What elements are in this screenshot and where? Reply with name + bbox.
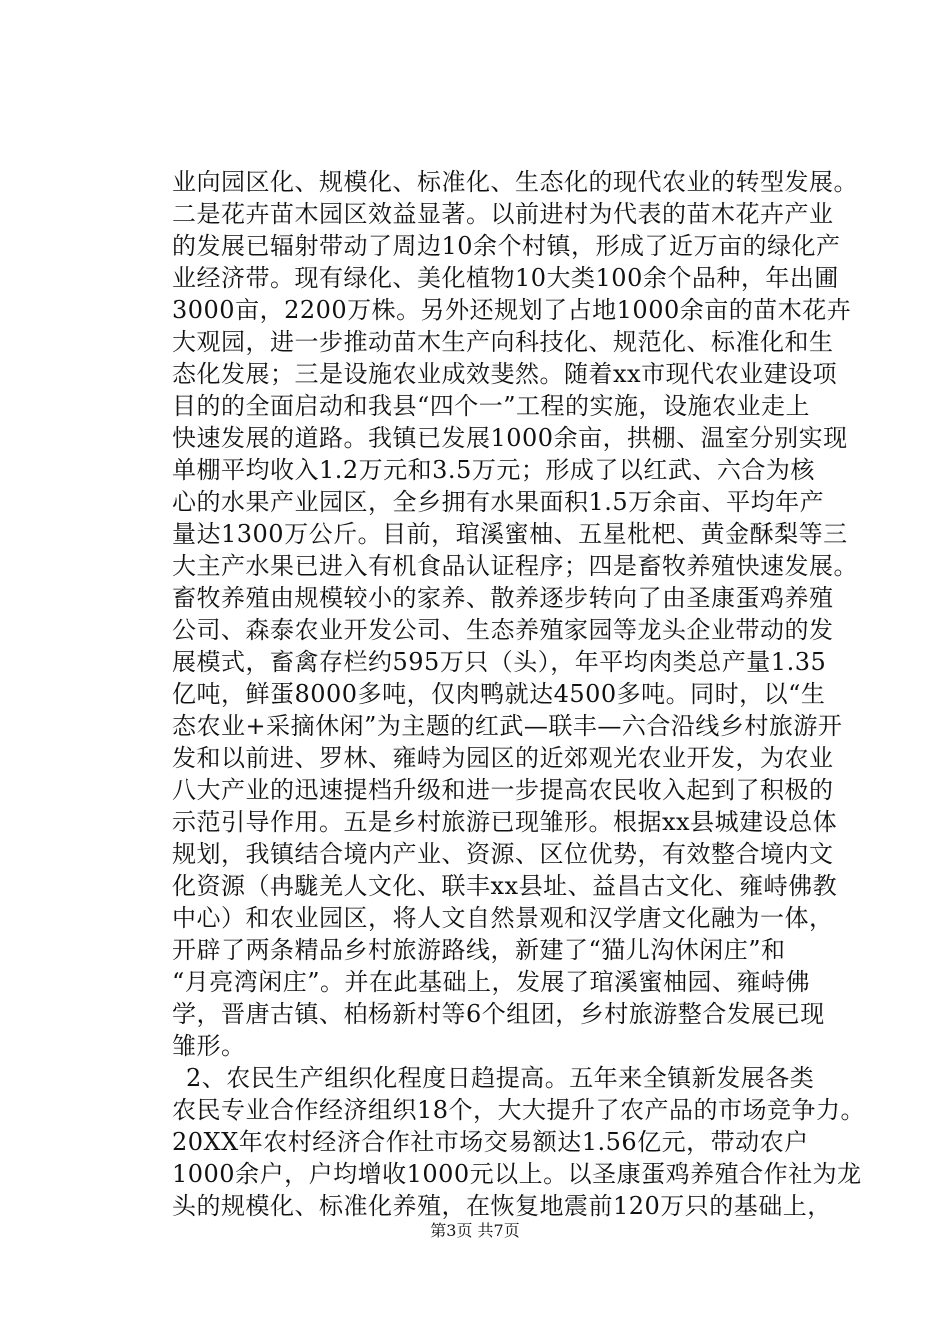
- text-line: 20XX年农村经济合作社市场交易额达1.56亿元，带动农户: [172, 1128, 809, 1156]
- text-line: 畜牧养殖由规模较小的家养、散养逐步转向了由圣康蛋鸡养殖: [172, 584, 834, 612]
- text-line: 单棚平均收入1.2万元和3.5万元；形成了以红武、六合为核: [172, 456, 815, 484]
- text-line: 量达1300万公斤。目前，琯溪蜜柚、五星枇杷、黄金酥梨等三: [172, 520, 848, 548]
- text-line: 大主产水果已进入有机食品认证程序；四是畜牧养殖快速发展。: [172, 552, 858, 580]
- text-line: 头的规模化、标准化养殖，在恢复地震前120万只的基础上，: [172, 1192, 832, 1220]
- page-footer: 第3页 共7页: [430, 1221, 520, 1240]
- text-line: 公司、森泰农业开发公司、生态养殖家园等龙头企业带动的发: [172, 616, 834, 644]
- text-line: “月亮湾闲庄”。并在此基础上，发展了琯溪蜜柚园、雍峙佛: [172, 968, 811, 996]
- text-line: 的发展已辐射带动了周边10余个村镇，形成了近万亩的绿化产: [172, 232, 841, 260]
- text-line: 1000余户，户均增收1000元以上。以圣康蛋鸡养殖合作社为龙: [172, 1160, 862, 1188]
- text-line: 心的水果产业园区，全乡拥有水果面积1.5万余亩、平均年产: [172, 488, 825, 516]
- text-line: 发和以前进、罗林、雍峙为园区的近郊观光农业开发，为农业: [172, 744, 834, 772]
- text-line: 农民专业合作经济组织18个，大大提升了农产品的市场竞争力。: [172, 1096, 866, 1124]
- text-line: 学，晋唐古镇、柏杨新村等6个组团，乡村旅游整合发展已现: [172, 1000, 825, 1028]
- text-line: 态化发展；三是设施农业成效斐然。随着xx市现代农业建设项: [172, 360, 838, 388]
- text-line: 业向园区化、规模化、标准化、生态化的现代农业的转型发展。: [172, 168, 858, 196]
- text-line: 态农业+采摘休闲”为主题的红武—联丰—六合沿线乡村旅游开: [172, 712, 843, 740]
- text-line: 化资源（冉駹羌人文化、联丰xx县址、益昌古文化、雍峙佛教: [172, 872, 838, 900]
- text-line: 目的的全面启动和我县“四个一”工程的实施，设施农业走上: [172, 392, 811, 420]
- text-line: 规划，我镇结合境内产业、资源、区位优势，有效整合境内文: [172, 840, 834, 868]
- text-line: 八大产业的迅速提档升级和进一步提高农民收入起到了积极的: [172, 776, 834, 804]
- text-line: 亿吨，鲜蛋8000多吨，仅肉鸭就达4500多吨。同时，以“生: [172, 680, 826, 708]
- text-line: 业经济带。现有绿化、美化植物10大类100余个品种，年出圃: [172, 264, 839, 292]
- text-line: 大观园，进一步推动苗木生产向科技化、规范化、标准化和生: [172, 328, 834, 356]
- text-line: 雏形。: [172, 1032, 246, 1060]
- text-line: 二是花卉苗木园区效益显著。以前进村为代表的苗木花卉产业: [172, 200, 834, 228]
- text-line: 中心）和农业园区，将人文自然景观和汉学唐文化融为一体，: [172, 904, 834, 932]
- text-line: 示范引导作用。五是乡村旅游已现雏形。根据xx县城建设总体: [172, 808, 838, 836]
- text-line: 快速发展的道路。我镇已发展1000余亩，拱棚、温室分别实现: [172, 424, 848, 452]
- body-text: [172, 166, 866, 1222]
- text-line: 2、农民生产组织化程度日趋提高。五年来全镇新发展各类: [186, 1064, 815, 1092]
- text-line: 展模式，畜禽存栏约595万只（头），年平均肉类总产量1.35: [172, 648, 827, 676]
- text-line: 开辟了两条精品乡村旅游路线，新建了“猫儿沟休闲庄”和: [172, 936, 786, 964]
- text-line: 3000亩，2200万株。另外还规划了占地1000余亩的苗木花卉: [172, 296, 852, 324]
